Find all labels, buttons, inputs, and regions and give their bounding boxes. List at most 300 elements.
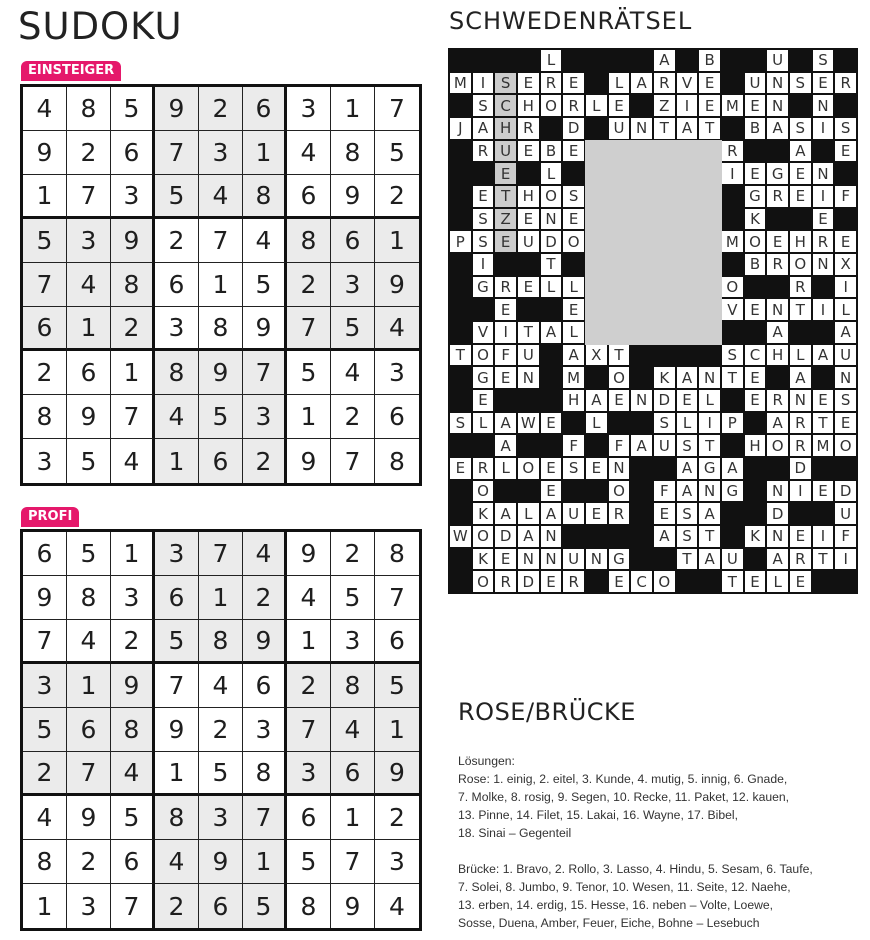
crossword-block <box>562 162 585 185</box>
crossword-letter-cell: A <box>698 548 721 571</box>
crossword-letter-cell: X <box>834 253 857 276</box>
crossword-letter-cell: Z <box>653 94 676 117</box>
crossword-letter-cell: O <box>540 94 563 117</box>
sudoku-cell: 7 <box>199 219 243 263</box>
crossword-letter-cell: H <box>744 434 767 457</box>
crossword-letter-cell: E <box>540 480 563 503</box>
crossword-letter-cell: E <box>517 72 540 95</box>
sudoku-cell: 1 <box>243 131 287 175</box>
crossword-letter-cell: E <box>834 140 857 163</box>
crossword-letter-cell: E <box>494 298 517 321</box>
crossword-letter-cell: U <box>834 344 857 367</box>
crossword-block <box>834 49 857 72</box>
schwedenraetsel-title: SCHWEDENRÄTSEL <box>449 7 693 35</box>
crossword-block <box>789 321 812 344</box>
crossword-letter-cell: E <box>494 230 517 253</box>
sudoku-cell: 7 <box>331 840 375 884</box>
profi-label: PROFI <box>21 507 79 527</box>
crossword-letter-cell: E <box>517 140 540 163</box>
sudoku-cell: 9 <box>155 87 199 131</box>
solutions-label: Lösungen: <box>458 754 515 768</box>
crossword-block <box>472 162 495 185</box>
sudoku-cell: 5 <box>199 752 243 796</box>
crossword-letter-cell: E <box>562 72 585 95</box>
crossword-block <box>585 570 608 593</box>
crossword-letter-cell: W <box>449 525 472 548</box>
crossword-letter-cell: T <box>812 548 835 571</box>
sudoku-cell: 9 <box>67 796 111 840</box>
sudoku-cell: 8 <box>375 532 419 576</box>
sudoku-grid-profi <box>23 532 419 928</box>
sudoku-cell: 2 <box>243 439 287 483</box>
crossword-letter-cell: F <box>494 344 517 367</box>
crossword-letter-cell: A <box>721 457 744 480</box>
sudoku-cell: 7 <box>243 351 287 395</box>
crossword-block <box>449 162 472 185</box>
crossword-letter-cell: R <box>517 117 540 140</box>
crossword-block <box>540 298 563 321</box>
crossword-letter-cell: E <box>744 94 767 117</box>
crossword-letter-cell: T <box>812 412 835 435</box>
crossword-letter-cell: G <box>721 480 744 503</box>
crossword-letter-cell: O <box>721 276 744 299</box>
crossword-block <box>494 480 517 503</box>
crossword-letter-cell: A <box>562 344 585 367</box>
sudoku-cell: 1 <box>199 576 243 620</box>
sudoku-cell: 8 <box>199 307 243 351</box>
crossword-letter-cell: K <box>744 208 767 231</box>
sudoku-cell: 6 <box>375 395 419 439</box>
sudoku-cell: 8 <box>111 263 155 307</box>
crossword-letter-cell: R <box>562 570 585 593</box>
sudoku-cell: 1 <box>111 351 155 395</box>
sudoku-cell: 2 <box>23 351 67 395</box>
sudoku-cell: 6 <box>111 131 155 175</box>
crossword-block <box>540 434 563 457</box>
crossword-block <box>517 298 540 321</box>
crossword-letter-cell: O <box>472 570 495 593</box>
sudoku-cell: 1 <box>287 395 331 439</box>
crossword-letter-cell: G <box>472 276 495 299</box>
crossword-letter-cell: O <box>562 230 585 253</box>
crossword-letter-cell: T <box>789 298 812 321</box>
crossword-letter-cell: J <box>449 117 472 140</box>
sudoku-cell: 3 <box>331 620 375 664</box>
sudoku-cell: 5 <box>331 307 375 351</box>
sudoku-cell: 3 <box>23 439 67 483</box>
sudoku-cell: 5 <box>111 796 155 840</box>
crossword-letter-cell: N <box>540 208 563 231</box>
sudoku-cell: 2 <box>23 752 67 796</box>
crossword-letter-cell: L <box>608 72 631 95</box>
sudoku-cell: 9 <box>331 884 375 928</box>
crossword-block <box>608 49 631 72</box>
crossword-letter-cell: O <box>608 366 631 389</box>
sudoku-cell: 4 <box>111 752 155 796</box>
crossword-letter-cell: H <box>789 230 812 253</box>
crossword-letter-cell: U <box>517 230 540 253</box>
crossword-letter-cell: K <box>472 502 495 525</box>
sudoku-cell: 8 <box>243 752 287 796</box>
sudoku-cell: 9 <box>155 708 199 752</box>
sudoku-cell: 3 <box>111 175 155 219</box>
crossword-block <box>449 298 472 321</box>
sudoku-cell: 8 <box>331 131 375 175</box>
crossword-block <box>449 366 472 389</box>
crossword-letter-cell: O <box>789 253 812 276</box>
crossword-block <box>562 412 585 435</box>
crossword-letter-cell: A <box>676 480 699 503</box>
crossword-letter-cell: I <box>834 276 857 299</box>
crossword-block <box>449 94 472 117</box>
rose-line: 13. Pinne, 14. Filet, 15. Lakai, 16. Wayne, 17. Bibel, <box>458 808 739 822</box>
crossword-block <box>562 253 585 276</box>
sudoku-cell: 1 <box>287 620 331 664</box>
crossword-letter-cell: I <box>676 94 699 117</box>
crossword-letter-cell: A <box>517 525 540 548</box>
crossword-letter-cell: I <box>812 117 835 140</box>
sudoku-cell: 1 <box>23 884 67 928</box>
crossword-letter-cell: F <box>834 525 857 548</box>
crossword-letter-cell: O <box>608 480 631 503</box>
crossword-letter-cell: E <box>494 548 517 571</box>
crossword-letter-cell: N <box>766 298 789 321</box>
sudoku-cell: 7 <box>287 708 331 752</box>
rose-line: 18. Sinai – Gegenteil <box>458 826 572 840</box>
sudoku-cell: 8 <box>23 840 67 884</box>
crossword-block <box>630 412 653 435</box>
crossword-letter-cell: E <box>834 412 857 435</box>
crossword-letter-cell: E <box>789 162 812 185</box>
sudoku-cell: 9 <box>23 576 67 620</box>
crossword-letter-cell: H <box>494 117 517 140</box>
crossword-letter-cell: E <box>540 457 563 480</box>
crossword-letter-cell: S <box>834 389 857 412</box>
crossword-block <box>721 321 744 344</box>
sudoku-cell: 5 <box>199 395 243 439</box>
sudoku-cell: 6 <box>243 87 287 131</box>
sudoku-cell: 4 <box>331 708 375 752</box>
crossword-block <box>494 253 517 276</box>
crossword-letter-cell: O <box>744 230 767 253</box>
crossword-block <box>744 140 767 163</box>
crossword-letter-cell: S <box>812 49 835 72</box>
crossword-letter-cell: I <box>698 412 721 435</box>
crossword-letter-cell: T <box>540 253 563 276</box>
crossword-letter-cell: G <box>472 366 495 389</box>
crossword-block <box>721 502 744 525</box>
sudoku-cell: 2 <box>375 175 419 219</box>
crossword-letter-cell: R <box>812 230 835 253</box>
sudoku-cell: 6 <box>331 219 375 263</box>
sudoku-cell: 4 <box>243 219 287 263</box>
crossword-block <box>585 366 608 389</box>
crossword-letter-cell: R <box>472 140 495 163</box>
crossword-letter-cell: L <box>562 321 585 344</box>
sudoku-cell: 1 <box>375 708 419 752</box>
crossword-letter-cell: E <box>540 570 563 593</box>
crossword-letter-cell: S <box>676 502 699 525</box>
sudoku-cell: 3 <box>67 884 111 928</box>
crossword-letter-cell: G <box>608 548 631 571</box>
crossword-block <box>517 389 540 412</box>
crossword-letter-cell: I <box>472 72 495 95</box>
crossword-letter-cell: W <box>517 412 540 435</box>
sudoku-cell: 7 <box>155 131 199 175</box>
crossword-block <box>744 276 767 299</box>
sudoku-cell: 8 <box>287 219 331 263</box>
sudoku-cell: 5 <box>243 263 287 307</box>
crossword-block <box>449 185 472 208</box>
crossword-block <box>517 434 540 457</box>
crossword-letter-cell: L <box>676 412 699 435</box>
crossword-block <box>517 49 540 72</box>
crossword-letter-cell: I <box>721 162 744 185</box>
crossword-letter-cell: A <box>494 434 517 457</box>
sudoku-cell: 7 <box>23 620 67 664</box>
sudoku-cell: 7 <box>287 307 331 351</box>
crossword-letter-cell: S <box>494 72 517 95</box>
crossword-letter-cell: U <box>653 434 676 457</box>
crossword-letter-cell: V <box>721 298 744 321</box>
sudoku-cell: 2 <box>199 87 243 131</box>
crossword-letter-cell: L <box>789 344 812 367</box>
crossword-letter-cell: E <box>517 208 540 231</box>
crossword-image-area <box>585 140 722 345</box>
crossword-letter-cell: R <box>653 72 676 95</box>
sudoku-cell: 1 <box>67 307 111 351</box>
sudoku-cell: 2 <box>155 219 199 263</box>
crossword-letter-cell: E <box>812 72 835 95</box>
sudoku-cell: 6 <box>67 351 111 395</box>
crossword-block <box>585 117 608 140</box>
sudoku-cell: 1 <box>67 664 111 708</box>
crossword-letter-cell: O <box>517 457 540 480</box>
crossword-letter-cell: E <box>562 298 585 321</box>
crossword-letter-cell: D <box>517 570 540 593</box>
crossword-letter-cell: N <box>698 480 721 503</box>
crossword-letter-cell: S <box>449 412 472 435</box>
crossword-letter-cell: O <box>766 434 789 457</box>
crossword-letter-cell: I <box>472 253 495 276</box>
sudoku-cell: 4 <box>389 891 405 921</box>
crossword-block <box>562 49 585 72</box>
crossword-letter-cell: S <box>562 185 585 208</box>
sudoku-cell: 4 <box>155 395 199 439</box>
crossword-block <box>449 502 472 525</box>
crossword-letter-cell: Z <box>494 208 517 231</box>
einsteiger-label: EINSTEIGER <box>21 61 121 81</box>
sudoku-cell: 8 <box>331 664 375 708</box>
crossword-letter-cell: H <box>562 389 585 412</box>
bruecke-line: Brücke: 1. Bravo, 2. Rollo, 3. Lasso, 4. Hindu, 5. Sesam, 6. Taufe, <box>458 862 813 876</box>
crossword-letter-cell: V <box>676 72 699 95</box>
crossword-letter-cell: R <box>834 72 857 95</box>
crossword-letter-cell: E <box>449 457 472 480</box>
crossword-letter-cell: U <box>494 140 517 163</box>
sudoku-cell: 7 <box>331 439 375 483</box>
sudoku-cell: 2 <box>67 131 111 175</box>
sudoku-cell: 2 <box>155 884 199 928</box>
crossword-letter-cell: N <box>698 366 721 389</box>
crossword-letter-cell: U <box>744 72 767 95</box>
crossword-block <box>789 502 812 525</box>
crossword-block <box>812 321 835 344</box>
crossword-letter-cell: T <box>698 525 721 548</box>
crossword-block <box>608 525 631 548</box>
crossword-letter-cell: I <box>494 321 517 344</box>
crossword-letter-cell: D <box>494 525 517 548</box>
sudoku-cell: 8 <box>23 395 67 439</box>
sudoku-cell: 5 <box>287 351 331 395</box>
sudoku-cell: 5 <box>67 532 111 576</box>
sudoku-cell: 5 <box>375 131 419 175</box>
crossword-block <box>630 366 653 389</box>
sudoku-cell: 3 <box>375 351 419 395</box>
sudoku-cell: 6 <box>111 840 155 884</box>
crossword-letter-cell: A <box>540 321 563 344</box>
sudoku-cell: 9 <box>287 532 331 576</box>
sudoku-cell: 9 <box>111 219 155 263</box>
crossword-letter-cell: A <box>653 525 676 548</box>
crossword-block <box>449 389 472 412</box>
sudoku-cell: 6 <box>23 307 67 351</box>
crossword-block <box>449 480 472 503</box>
sudoku-cell: 4 <box>375 307 419 351</box>
sudoku-cell: 9 <box>111 664 155 708</box>
crossword-letter-cell: E <box>834 230 857 253</box>
sudoku-cell: 1 <box>243 840 287 884</box>
crossword-block <box>766 208 789 231</box>
bruecke-line: 13. erben, 14. erdig, 15. Hesse, 16. neben – Volte, Loewe, <box>458 898 774 912</box>
sudoku-cell: 5 <box>243 884 287 928</box>
crossword-block <box>585 72 608 95</box>
sudoku-cell: 6 <box>155 263 199 307</box>
sudoku-cell: 9 <box>331 175 375 219</box>
crossword-block <box>721 49 744 72</box>
sudoku-cell: 5 <box>155 175 199 219</box>
crossword-letter-cell: I <box>812 185 835 208</box>
crossword-letter-cell: N <box>517 366 540 389</box>
crossword-letter-cell: R <box>789 434 812 457</box>
crossword-letter-cell: T <box>698 434 721 457</box>
crossword-block <box>472 434 495 457</box>
crossword-letter-cell: E <box>812 480 835 503</box>
crossword-block <box>676 344 699 367</box>
crossword-letter-cell: N <box>630 389 653 412</box>
crossword-block <box>540 117 563 140</box>
sudoku-cell: 8 <box>155 351 199 395</box>
crossword-block <box>540 389 563 412</box>
crossword-letter-cell: E <box>472 185 495 208</box>
crossword-letter-cell: E <box>744 570 767 593</box>
crossword-letter-cell: E <box>789 570 812 593</box>
crossword-block <box>676 49 699 72</box>
sudoku-cell: 3 <box>155 307 199 351</box>
sudoku-cell: 3 <box>243 708 287 752</box>
crossword-block <box>494 389 517 412</box>
sudoku-cell: 6 <box>243 664 287 708</box>
crossword-letter-cell: I <box>789 480 812 503</box>
sudoku-cell: 6 <box>331 752 375 796</box>
sudoku-cell: 3 <box>67 219 111 263</box>
crossword-letter-cell: O <box>472 480 495 503</box>
crossword-letter-cell: E <box>517 276 540 299</box>
crossword-letter-cell: D <box>540 230 563 253</box>
crossword-block <box>766 140 789 163</box>
sudoku-cell: 8 <box>111 708 155 752</box>
sudoku-cell: 3 <box>111 576 155 620</box>
crossword-letter-cell: T <box>676 548 699 571</box>
crossword-letter-cell: F <box>653 480 676 503</box>
sudoku-cell: 4 <box>243 532 287 576</box>
sudoku-cell: 2 <box>243 576 287 620</box>
crossword-block <box>721 208 744 231</box>
crossword-letter-cell: O <box>653 570 676 593</box>
sudoku-cell: 3 <box>155 532 199 576</box>
crossword-letter-cell: M <box>721 94 744 117</box>
crossword-letter-cell: S <box>789 117 812 140</box>
crossword-letter-cell: N <box>834 366 857 389</box>
crossword-letter-cell: E <box>608 94 631 117</box>
sudoku-cell: 2 <box>287 263 331 307</box>
crossword-letter-cell: O <box>540 185 563 208</box>
crossword-letter-cell: E <box>608 389 631 412</box>
crossword-letter-cell: E <box>608 570 631 593</box>
crossword-letter-cell: A <box>834 321 857 344</box>
crossword-letter-cell: F <box>608 434 631 457</box>
sudoku-cell: 7 <box>67 752 111 796</box>
crossword-letter-cell: E <box>494 162 517 185</box>
crossword-letter-cell: I <box>812 525 835 548</box>
crossword-letter-cell: R <box>766 389 789 412</box>
crossword-letter-cell: T <box>517 321 540 344</box>
crossword-letter-cell: R <box>766 185 789 208</box>
crossword-letter-cell: N <box>540 525 563 548</box>
crossword-letter-cell: E <box>698 94 721 117</box>
crossword-block <box>540 344 563 367</box>
rose-line: Rose: 1. einig, 2. eitel, 3. Kunde, 4. mutig, 5. innig, 6. Gnade, <box>458 772 788 786</box>
sudoku-cell: 3 <box>199 796 243 840</box>
crossword-letter-cell: E <box>744 366 767 389</box>
sudoku-cell: 6 <box>155 576 199 620</box>
crossword-block <box>812 276 835 299</box>
crossword-letter-cell: N <box>766 525 789 548</box>
crossword-block <box>630 502 653 525</box>
crossword-letter-cell: K <box>744 525 767 548</box>
crossword-letter-cell: A <box>676 366 699 389</box>
crossword-block <box>517 162 540 185</box>
crossword-letter-cell: L <box>585 412 608 435</box>
crossword-letter-cell: K <box>472 548 495 571</box>
crossword-letter-cell: E <box>585 502 608 525</box>
crossword-block <box>812 457 835 480</box>
sudoku-cell: 3 <box>331 263 375 307</box>
crossword-block <box>585 49 608 72</box>
crossword-letter-cell: T <box>721 366 744 389</box>
crossword-letter-cell: N <box>812 162 835 185</box>
sudoku-cell: 3 <box>375 840 419 884</box>
sudoku-cell: 4 <box>23 796 67 840</box>
sudoku-cell: 1 <box>155 752 199 796</box>
crossword-letter-cell: R <box>789 548 812 571</box>
crossword-letter-cell: L <box>472 412 495 435</box>
sudoku-cell: 4 <box>111 439 155 483</box>
crossword-letter-cell: O <box>472 525 495 548</box>
crossword-letter-cell: E <box>812 208 835 231</box>
crossword-letter-cell: T <box>608 344 631 367</box>
crossword-block <box>449 253 472 276</box>
